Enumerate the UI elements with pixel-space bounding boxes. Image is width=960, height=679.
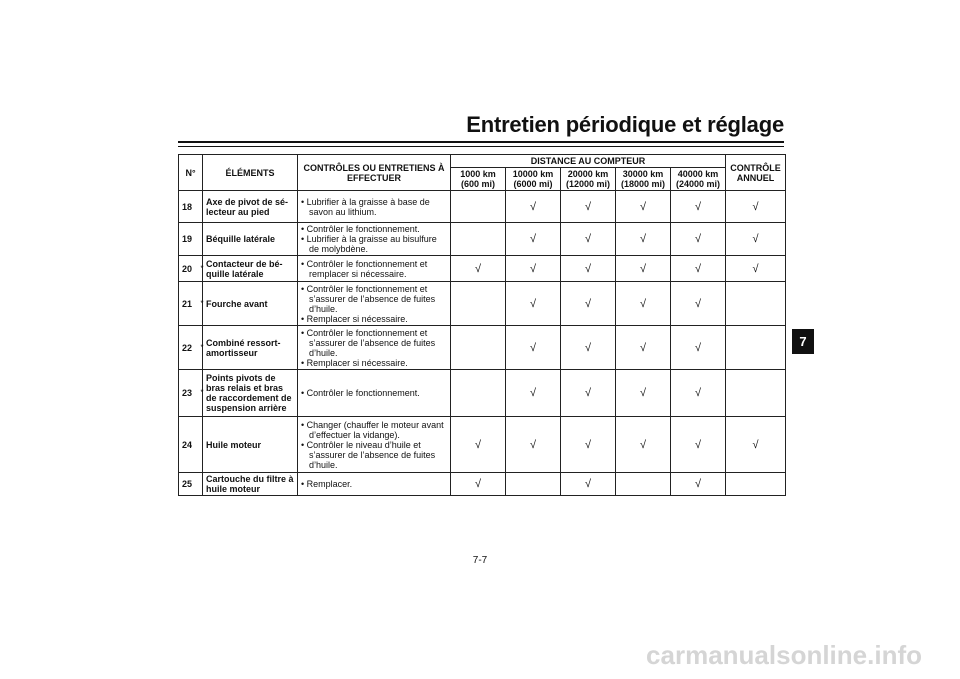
interval-check-mark: √ — [616, 370, 671, 417]
check-line: • Lubrifier à la graisse au bisulfure de molybdène. — [301, 234, 437, 254]
check-line: • Contrôler le fonctionnement. — [301, 224, 420, 234]
interval-check-mark: √ — [616, 282, 671, 326]
row-number: 22 — [179, 326, 196, 370]
watermark: carmanualsonline.info — [646, 640, 922, 670]
interval-check-mark: √ — [561, 370, 616, 417]
check-line: • Remplacer si nécessaire. — [301, 357, 408, 368]
distance-header-cell — [451, 168, 506, 191]
interval-check-mark: √ — [506, 223, 561, 256]
distance-km: 1000 km — [460, 169, 496, 179]
row-number: 19 — [179, 223, 196, 256]
check-line: • Lubrifier à la graisse à base de savon au lithium. — [301, 196, 430, 217]
row-star — [196, 223, 203, 256]
interval-check-mark — [451, 326, 506, 370]
distance-mi: (600 mi) — [461, 179, 496, 189]
interval-check-mark: √ — [561, 282, 616, 326]
check-line: • Remplacer si nécessaire. — [301, 313, 408, 324]
row-checks — [298, 370, 451, 417]
table-header-row — [179, 155, 786, 168]
annual-check-mark: √ — [726, 256, 786, 282]
interval-check-mark: √ — [561, 191, 616, 223]
interval-check-mark: √ — [671, 473, 726, 496]
row-item: Béquille latérale — [203, 223, 298, 256]
row-number: 18 — [179, 191, 196, 223]
distance-mi: (6000 mi) — [513, 179, 553, 189]
annual-check-mark: √ — [726, 417, 786, 473]
interval-check-mark — [451, 370, 506, 417]
interval-check-mark: √ — [451, 256, 506, 282]
row-number: 24 — [179, 417, 196, 473]
row-star: * — [196, 282, 203, 326]
distance-mi: (12000 mi) — [566, 179, 611, 189]
interval-check-mark: √ — [506, 370, 561, 417]
row-item: Combiné ressort-amortisseur — [203, 326, 298, 370]
table-row — [179, 223, 786, 256]
annual-check-mark: √ — [726, 223, 786, 256]
row-item: Contacteur de bé-quille latérale — [203, 256, 298, 282]
interval-check-mark: √ — [671, 256, 726, 282]
header-checks: CONTRÔLES OU ENTRETIENS À EFFECTUER — [298, 155, 451, 191]
distance-km: 20000 km — [567, 169, 609, 179]
row-item: Points pivots de bras relais et bras de raccordement de suspension arrière — [203, 370, 298, 417]
check-line: • Remplacer. — [301, 479, 353, 489]
table-row — [179, 191, 786, 223]
check-line: • Contrôler le fonctionnement et remplacer si nécessaire. — [301, 258, 428, 279]
page-title: Entretien périodique et réglage — [466, 112, 784, 137]
interval-check-mark: √ — [616, 417, 671, 473]
check-line: • Changer (chauffer le moteur avant d’effectuer la vidange). — [301, 419, 444, 440]
annual-check-mark — [726, 370, 786, 417]
table-row — [179, 256, 786, 282]
interval-check-mark — [616, 473, 671, 496]
row-checks — [298, 326, 451, 370]
table-row — [179, 370, 786, 417]
row-star — [196, 473, 203, 496]
page-number: 7-7 — [472, 555, 488, 566]
annual-check-mark: √ — [726, 191, 786, 223]
title-rule-thick — [178, 141, 784, 143]
interval-check-mark: √ — [671, 191, 726, 223]
interval-check-mark: √ — [671, 417, 726, 473]
table-row — [179, 282, 786, 326]
distance-km: 40000 km — [677, 169, 719, 179]
row-star: * — [196, 326, 203, 370]
table-row — [179, 473, 786, 496]
interval-check-mark: √ — [561, 223, 616, 256]
check-line: • Contrôler le fonctionnement. — [301, 388, 420, 398]
interval-check-mark: √ — [671, 223, 726, 256]
interval-check-mark: √ — [506, 282, 561, 326]
interval-check-mark: √ — [616, 191, 671, 223]
row-star — [196, 417, 203, 473]
row-item: Huile moteur — [203, 417, 298, 473]
row-number: 25 — [179, 473, 196, 496]
distance-header-cell — [616, 168, 671, 191]
interval-check-mark — [451, 223, 506, 256]
interval-check-mark — [451, 191, 506, 223]
interval-check-mark: √ — [506, 417, 561, 473]
check-line: • Contrôler le niveau d’huile et s’assurer de l’absence de fuites d’huile. — [301, 439, 436, 470]
distance-mi: (24000 mi) — [676, 179, 721, 189]
chapter-tab: 7 — [792, 329, 814, 354]
interval-check-mark: √ — [561, 473, 616, 496]
row-number: 23 — [179, 370, 196, 417]
interval-check-mark — [506, 473, 561, 496]
interval-check-mark: √ — [671, 326, 726, 370]
header-annual: CONTRÔLE ANNUEL — [726, 155, 786, 191]
distance-header-cell — [561, 168, 616, 191]
table-row — [179, 326, 786, 370]
row-star: * — [196, 256, 203, 282]
interval-check-mark: √ — [506, 256, 561, 282]
interval-check-mark — [451, 282, 506, 326]
check-line: • Contrôler le fonctionnement et s’assurer de l’absence de fuites d’huile. — [301, 283, 436, 314]
interval-check-mark: √ — [616, 326, 671, 370]
row-checks — [298, 473, 451, 496]
table-row — [179, 417, 786, 473]
title-rule-thin — [178, 146, 784, 147]
distance-km: 10000 km — [512, 169, 554, 179]
header-no: N° — [179, 155, 203, 191]
row-item: Axe de pivot de sé-lecteur au pied — [203, 191, 298, 223]
row-checks — [298, 417, 451, 473]
table-body — [179, 191, 786, 496]
annual-check-mark — [726, 473, 786, 496]
row-checks — [298, 256, 451, 282]
row-number: 20 — [179, 256, 196, 282]
interval-check-mark: √ — [451, 473, 506, 496]
interval-check-mark: √ — [561, 256, 616, 282]
distance-mi: (18000 mi) — [621, 179, 666, 189]
header-distance: DISTANCE AU COMPTEUR — [451, 155, 726, 168]
interval-check-mark: √ — [671, 370, 726, 417]
distance-km: 30000 km — [622, 169, 664, 179]
interval-check-mark: √ — [451, 417, 506, 473]
header-items: ÉLÉMENTS — [203, 155, 298, 191]
row-star — [196, 191, 203, 223]
maintenance-table — [178, 154, 786, 496]
interval-check-mark: √ — [616, 223, 671, 256]
interval-check-mark: √ — [671, 282, 726, 326]
distance-header-cell — [506, 168, 561, 191]
interval-check-mark: √ — [561, 326, 616, 370]
row-checks — [298, 282, 451, 326]
interval-check-mark: √ — [561, 417, 616, 473]
row-item: Fourche avant — [203, 282, 298, 326]
interval-check-mark: √ — [506, 191, 561, 223]
row-checks — [298, 191, 451, 223]
interval-check-mark: √ — [506, 326, 561, 370]
row-number: 21 — [179, 282, 196, 326]
interval-check-mark: √ — [616, 256, 671, 282]
distance-header-cell — [671, 168, 726, 191]
annual-check-mark — [726, 282, 786, 326]
annual-check-mark — [726, 326, 786, 370]
row-item: Cartouche du filtre à huile moteur — [203, 473, 298, 496]
row-star: * — [196, 370, 203, 417]
check-line: • Contrôler le fonctionnement et s’assurer de l’absence de fuites d’huile. — [301, 327, 436, 358]
row-checks — [298, 223, 451, 256]
